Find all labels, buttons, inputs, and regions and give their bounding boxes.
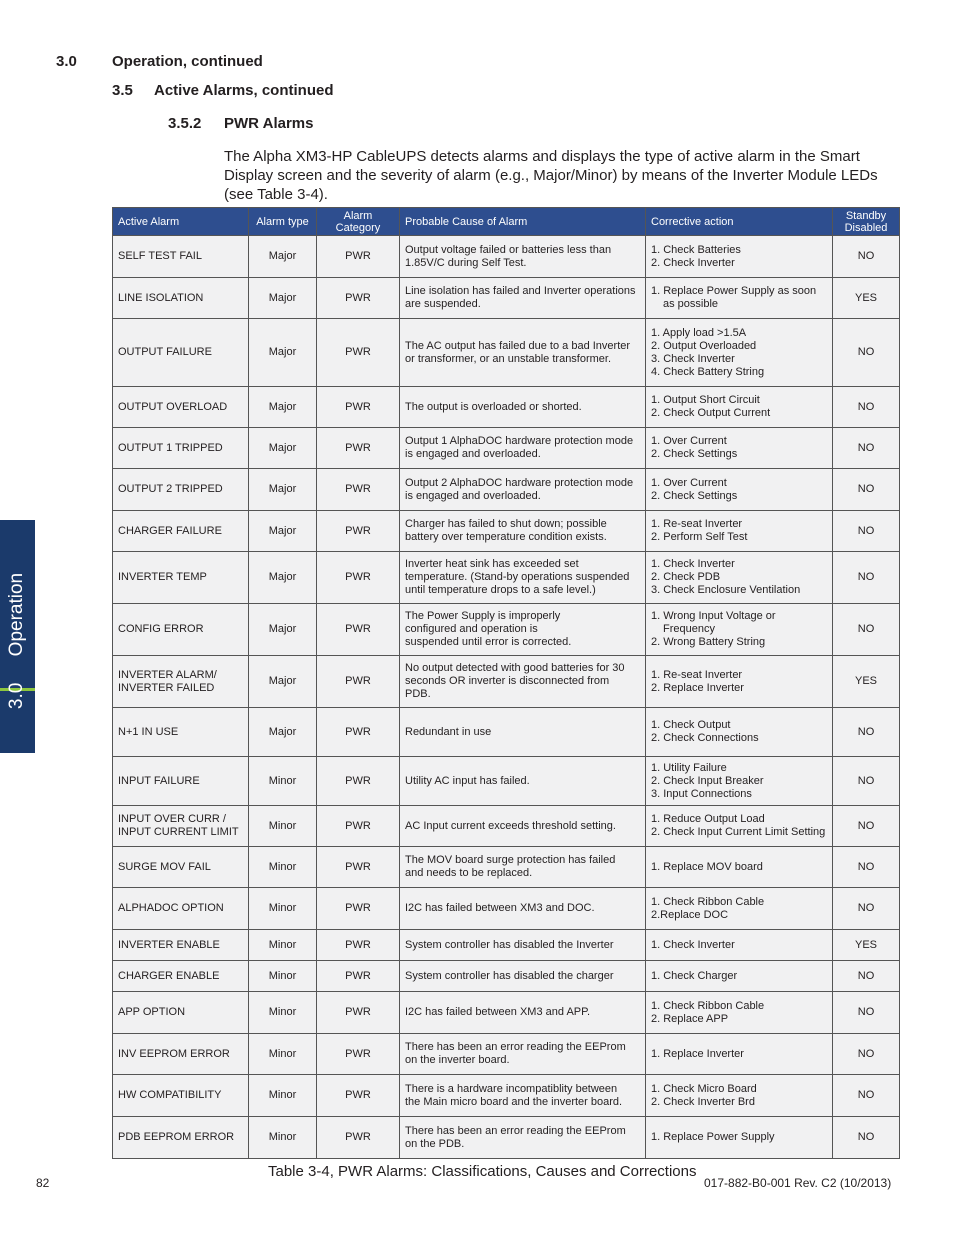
cell-alarm-category: PWR [317,469,400,511]
cell-line: SURGE MOV FAIL [118,860,211,873]
cell-line: OUTPUT 2 TRIPPED [118,483,223,495]
cell-line: APP OPTION [118,1006,186,1018]
side-tab-label-box [0,520,35,753]
cell-line: Utility AC input has failed. [405,774,530,787]
table-header-row [113,208,900,236]
cell-line: and needs to be replaced. [405,867,533,879]
cell-alarm-category: PWR [317,1075,400,1117]
cell-alarm-type: Major [249,604,317,656]
subsection-title: Active Alarms, continued [154,82,334,99]
cell-active-alarm [113,278,249,319]
cell-line: The MOV board surge protection has failed [405,854,616,866]
cell-line: CHARGER FAILURE [118,524,222,537]
cell-line: Output 2 AlphaDOC hardware protection mode [405,476,634,489]
cell-probable-cause [400,469,646,511]
table-body [113,236,900,1159]
cell-alarm-category: PWR [317,1034,400,1075]
cell-line: 1. Apply load >1.5A [651,326,747,339]
cell-line: No output detected with good batteries for 30 [405,662,625,674]
cell-standby-disabled: NO [833,428,900,469]
cell-line: ALPHADOC OPTION [118,902,224,914]
cell-line: INVERTER ALARM/ [118,668,217,681]
cell-probable-cause [400,888,646,930]
cell-line: 1. Over Current [651,435,727,447]
cell-probable-cause [400,656,646,708]
cell-line: 1. Replace Inverter [651,1047,744,1060]
cell-alarm-type: Minor [249,757,317,806]
cell-standby-disabled: NO [833,708,900,757]
header-corrective-action: Corrective action [646,208,833,236]
cell-standby-disabled: NO [833,1034,900,1075]
cell-alarm-category: PWR [317,511,400,552]
cell-alarm-category: PWR [317,806,400,847]
cell-alarm-category: PWR [317,888,400,930]
pwr-alarms-table [112,207,900,1159]
cell-alarm-type: Major [249,387,317,428]
section-number: 3.0 [56,53,77,70]
cell-line: 1. Check Inverter [651,938,735,951]
cell-line: 2. Check Settings [651,448,738,460]
cell-corrective-action [646,961,833,992]
cell-line: 1. Re-seat Inverter [651,668,743,681]
cell-probable-cause [400,428,646,469]
cell-line: 1.85V/C during Self Test. [405,256,527,269]
cell-alarm-type: Major [249,469,317,511]
cell-line: N+1 IN USE [118,725,179,738]
intro-paragraph: The Alpha XM3-HP CableUPS detects alarms and displays the type of active alarm in the Smart Display screen and the severity of alarm (e.g., Major/Minor) by means of the Inverter Module LEDs (see Table 3-4). [224,148,878,203]
cell-line: 2. Wrong Battery String [651,636,766,648]
cell-line: INV EEPROM ERROR [118,1047,230,1060]
cell-probable-cause [400,708,646,757]
cell-alarm-type: Major [249,319,317,387]
side-tab-label: 3.0 Operation [6,572,27,710]
section-title: Operation, continued [112,53,263,70]
header-alarm-category: Alarm Category [317,208,400,236]
cell-active-alarm [113,469,249,511]
cell-standby-disabled: NO [833,552,900,604]
cell-alarm-type: Minor [249,1117,317,1159]
cell-alarm-type: Minor [249,888,317,930]
table-row [113,278,900,319]
cell-line: 2. Replace Inverter [651,681,744,694]
cell-line: 1. Replace Power Supply as soon [651,285,817,297]
cell-line: The Power Supply is improperly [405,610,561,622]
cell-line: Output voltage failed or batteries less than [405,243,612,256]
cell-alarm-category: PWR [317,656,400,708]
table-caption: Table 3-4, PWR Alarms: Classifications, Causes and Corrections [268,1163,697,1180]
cell-active-alarm [113,319,249,387]
cell-standby-disabled: NO [833,888,900,930]
cell-standby-disabled: NO [833,757,900,806]
cell-alarm-type: Minor [249,1075,317,1117]
cell-standby-disabled: NO [833,604,900,656]
cell-line: 1. Check Micro Board [651,1082,757,1095]
cell-line: AC Input current exceeds threshold setting. [405,819,616,832]
cell-line: the Main micro board and the inverter board. [405,1095,623,1108]
table-row [113,604,900,656]
cell-alarm-type: Major [249,511,317,552]
cell-alarm-category: PWR [317,708,400,757]
table-row [113,961,900,992]
cell-line: is engaged and overloaded. [405,448,541,460]
cell-line: 1. Output Short Circuit [651,394,760,406]
subsubsection-number: 3.5.2 [168,115,202,132]
cell-line: INPUT OVER CURR / [118,813,226,825]
cell-alarm-type: Major [249,428,317,469]
cell-line: 1. Check Inverter [651,558,735,570]
cell-probable-cause [400,992,646,1034]
cell-active-alarm [113,757,249,806]
cell-line: 2. Check Inverter Brd [651,1095,755,1108]
cell-alarm-category: PWR [317,236,400,278]
cell-active-alarm [113,1034,249,1075]
table-row [113,992,900,1034]
cell-alarm-category: PWR [317,1117,400,1159]
cell-line: 2. Check Output Current [651,407,771,419]
cell-line: 1. Utility Failure [651,761,727,774]
cell-corrective-action [646,806,833,847]
cell-active-alarm [113,1117,249,1159]
cell-probable-cause [400,757,646,806]
cell-active-alarm [113,428,249,469]
header-probable-cause: Probable Cause of Alarm [400,208,646,236]
cell-probable-cause [400,552,646,604]
cell-probable-cause [400,806,646,847]
cell-alarm-type: Minor [249,930,317,961]
cell-standby-disabled: NO [833,847,900,888]
cell-line: 2. Check Input Current Limit Setting [651,826,826,838]
cell-probable-cause [400,319,646,387]
cell-line: 1. Check Ribbon Cable [651,895,765,908]
cell-line: There is a hardware incompatiblity between [405,1082,618,1095]
cell-line: System controller has disabled the charger [405,969,614,982]
table-row [113,806,900,847]
table-row [113,1117,900,1159]
cell-line: or transformer, or an unstable transformer. [405,352,612,365]
cell-alarm-type: Major [249,278,317,319]
cell-line: 1. Check Output [651,719,731,731]
cell-line: until temperature drops to a safe level.) [405,584,596,596]
cell-line: Line isolation has failed and Inverter operations [405,285,636,297]
cell-probable-cause [400,278,646,319]
cell-alarm-type: Minor [249,992,317,1034]
cell-corrective-action [646,1034,833,1075]
cell-line: seconds OR inverter is disconnected from [405,675,610,687]
cell-alarm-type: Minor [249,961,317,992]
cell-active-alarm [113,961,249,992]
cell-line: 2. Perform Self Test [651,531,748,543]
cell-standby-disabled: NO [833,319,900,387]
cell-line: OUTPUT 1 TRIPPED [118,441,223,454]
cell-line: Frequency [663,623,715,635]
cell-alarm-type: Major [249,552,317,604]
cell-line: OUTPUT FAILURE [118,346,212,358]
cell-line: INVERTER FAILED [118,681,215,694]
table-row [113,552,900,604]
cell-line: 2. Check Inverter [651,256,735,269]
cell-line: on the inverter board. [405,1054,510,1066]
cell-alarm-category: PWR [317,961,400,992]
cell-corrective-action [646,847,833,888]
cell-corrective-action [646,236,833,278]
cell-alarm-type: Major [249,656,317,708]
cell-corrective-action [646,1117,833,1159]
cell-line: 1. Check Charger [651,969,738,982]
cell-line: SELF TEST FAIL [118,250,202,262]
cell-line: 3. Input Connections [651,787,752,800]
cell-line: 2. Check PDB [651,571,721,583]
table-row [113,469,900,511]
subsection-number: 3.5 [112,82,133,99]
cell-corrective-action [646,552,833,604]
cell-active-alarm [113,847,249,888]
cell-standby-disabled: NO [833,236,900,278]
page-number: 82 [36,1176,50,1190]
cell-alarm-type: Minor [249,1034,317,1075]
cell-line: 1. Replace Power Supply [651,1131,775,1143]
table-row [113,708,900,757]
cell-corrective-action [646,428,833,469]
table-row [113,656,900,708]
cell-line: OUTPUT OVERLOAD [118,400,228,413]
cell-line: 2. Output Overloaded [651,339,757,352]
cell-probable-cause [400,1075,646,1117]
cell-line: 2. Check Input Breaker [651,774,764,787]
cell-line: There has been an error reading the EEProm [405,1041,626,1053]
table-row [113,757,900,806]
cell-line: PDB. [405,688,431,700]
cell-standby-disabled: NO [833,1075,900,1117]
cell-line: 1. Wrong Input Voltage or [651,610,776,622]
cell-probable-cause [400,387,646,428]
cell-corrective-action [646,604,833,656]
cell-standby-disabled: NO [833,992,900,1034]
cell-line: on the PDB. [405,1137,465,1150]
cell-probable-cause [400,236,646,278]
subsubsection-heading [168,115,313,132]
cell-alarm-category: PWR [317,757,400,806]
cell-probable-cause [400,1117,646,1159]
cell-corrective-action [646,930,833,961]
cell-line: INPUT FAILURE [118,774,200,787]
cell-line: 1. Reduce Output Load [651,813,765,825]
cell-standby-disabled: YES [833,930,900,961]
cell-standby-disabled: NO [833,1117,900,1159]
cell-corrective-action [646,469,833,511]
cell-line: 2. Check Connections [651,732,759,744]
cell-corrective-action [646,888,833,930]
cell-alarm-category: PWR [317,319,400,387]
cell-probable-cause [400,847,646,888]
cell-line: Output 1 AlphaDOC hardware protection mode [405,435,634,447]
cell-line: 1. Check Ribbon Cable [651,999,765,1012]
cell-line: 2. Replace APP [651,1012,729,1025]
cell-active-alarm [113,511,249,552]
cell-line: I2C has failed between XM3 and APP. [405,1006,591,1018]
cell-line: HW COMPATIBILITY [118,1089,222,1101]
cell-active-alarm [113,1075,249,1117]
cell-alarm-category: PWR [317,930,400,961]
table-row [113,511,900,552]
cell-line: There has been an error reading the EEProm [405,1124,626,1137]
cell-line: 1. Check Batteries [651,243,741,256]
cell-line: INVERTER TEMP [118,571,207,583]
header-active-alarm: Active Alarm [113,208,249,236]
table-row [113,1034,900,1075]
cell-active-alarm [113,888,249,930]
cell-active-alarm [113,236,249,278]
cell-standby-disabled: NO [833,806,900,847]
cell-active-alarm [113,604,249,656]
cell-standby-disabled: NO [833,511,900,552]
table-row [113,847,900,888]
cell-line: is engaged and overloaded. [405,489,541,502]
cell-alarm-category: PWR [317,278,400,319]
cell-active-alarm [113,992,249,1034]
cell-probable-cause [400,930,646,961]
cell-alarm-type: Minor [249,806,317,847]
cell-line: The AC output has failed due to a bad Inverter [405,339,631,352]
cell-line: System controller has disabled the Inverter [405,938,614,951]
cell-alarm-category: PWR [317,387,400,428]
cell-alarm-category: PWR [317,604,400,656]
cell-line: battery over temperature condition exists. [405,531,607,543]
cell-corrective-action [646,656,833,708]
section-heading [56,53,263,70]
cell-corrective-action [646,387,833,428]
cell-standby-disabled: NO [833,961,900,992]
cell-line: suspended until error is corrected. [405,636,572,648]
cell-probable-cause [400,961,646,992]
cell-active-alarm [113,930,249,961]
cell-corrective-action [646,278,833,319]
cell-corrective-action [646,511,833,552]
cell-line: INVERTER ENABLE [118,938,220,951]
cell-line: LINE ISOLATION [118,291,204,304]
cell-corrective-action [646,708,833,757]
cell-probable-cause [400,511,646,552]
cell-line: 3. Check Enclosure Ventilation [651,584,801,596]
cell-standby-disabled: YES [833,278,900,319]
cell-line: 4. Check Battery String [651,365,765,378]
cell-corrective-action [646,319,833,387]
cell-probable-cause [400,604,646,656]
cell-alarm-type: Minor [249,847,317,888]
cell-corrective-action [646,992,833,1034]
cell-standby-disabled: NO [833,469,900,511]
cell-active-alarm [113,552,249,604]
cell-corrective-action [646,757,833,806]
header-standby-disabled: Standby Disabled [833,208,900,236]
cell-active-alarm [113,387,249,428]
cell-line: 3. Check Inverter [651,352,735,365]
cell-alarm-category: PWR [317,428,400,469]
cell-line: Charger has failed to shut down; possible [405,518,607,530]
cell-alarm-type: Major [249,236,317,278]
cell-alarm-category: PWR [317,552,400,604]
cell-line: Redundant in use [405,725,492,738]
cell-line: CHARGER ENABLE [118,969,220,982]
cell-line: I2C has failed between XM3 and DOC. [405,902,595,914]
table-row [113,930,900,961]
cell-alarm-type: Major [249,708,317,757]
cell-line: The output is overloaded or shorted. [405,400,582,413]
table-row [113,319,900,387]
table-row [113,428,900,469]
cell-standby-disabled: NO [833,387,900,428]
cell-corrective-action [646,1075,833,1117]
cell-line: as possible [663,298,719,310]
header-alarm-type: Alarm type [249,208,317,236]
cell-line: temperature. (Stand-by operations suspended [405,571,630,583]
cell-line: 2.Replace DOC [651,908,729,921]
cell-active-alarm [113,656,249,708]
cell-probable-cause [400,1034,646,1075]
table-row [113,1075,900,1117]
cell-alarm-category: PWR [317,992,400,1034]
subsection-heading [112,82,334,99]
subsubsection-title: PWR Alarms [224,115,314,132]
cell-line: 1. Re-seat Inverter [651,518,743,530]
cell-active-alarm [113,708,249,757]
cell-line: PDB EEPROM ERROR [118,1131,235,1143]
cell-line: Inverter heat sink has exceeded set [405,558,579,570]
cell-line: are suspended. [405,298,481,310]
cell-line: configured and operation is [405,623,538,635]
cell-line: 2. Check Settings [651,489,738,502]
table-row [113,236,900,278]
cell-line: CONFIG ERROR [118,623,204,635]
cell-line: 1. Replace MOV board [651,860,763,873]
table-row [113,888,900,930]
cell-standby-disabled: YES [833,656,900,708]
cell-active-alarm [113,806,249,847]
document-number: 017-882-B0-001 Rev. C2 (10/2013) [704,1176,892,1190]
cell-line: INPUT CURRENT LIMIT [118,826,239,838]
table-row [113,387,900,428]
cell-line: 1. Over Current [651,476,727,489]
cell-alarm-category: PWR [317,847,400,888]
